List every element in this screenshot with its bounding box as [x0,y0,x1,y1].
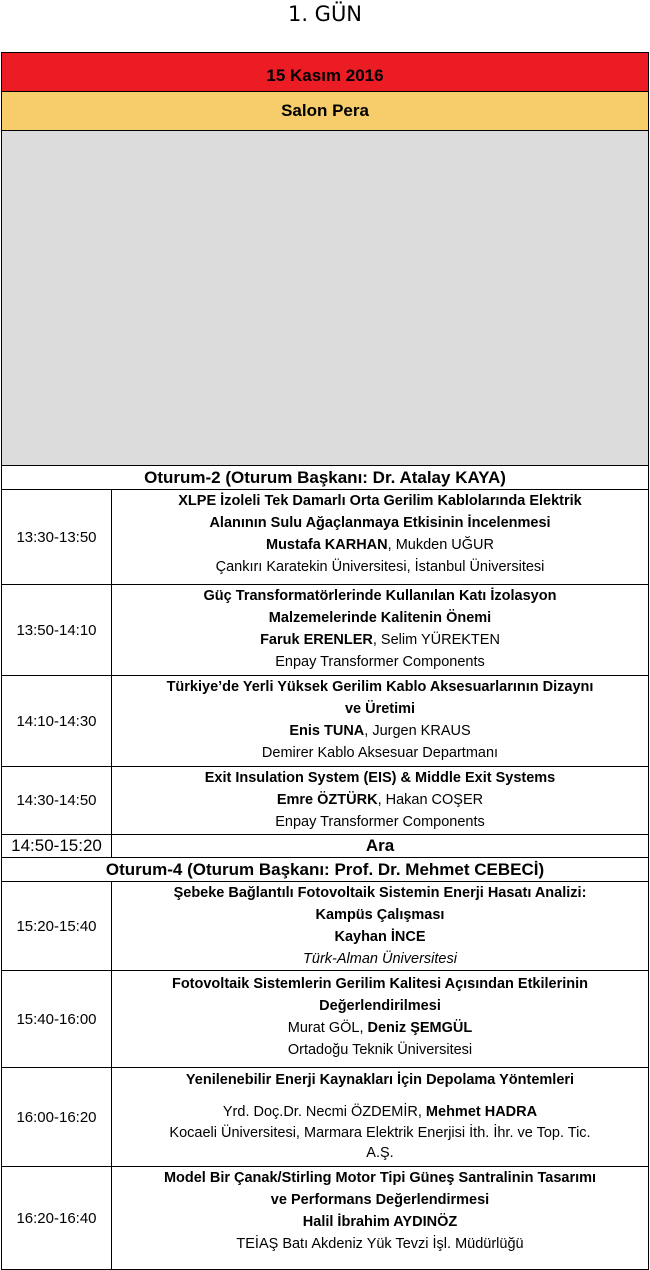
talk-title: Değerlendirilmesi [319,998,441,1014]
talk-authors: Yrd. Doç.Dr. Necmi ÖZDEMİR, Mehmet HADRA [222,1104,538,1120]
talk-authors: Enis TUNA, Jurgen KRAUS [289,723,471,739]
talk-authors: Emre ÖZTÜRK, Hakan COŞER [276,792,484,808]
talk-row [2,971,648,1068]
talk-row [2,882,648,971]
talk-affiliation: Enpay Transformer Components [275,654,485,670]
talk-affiliation: Ortadoğu Teknik Üniversitesi [287,1042,473,1058]
talk-affiliation: TEİAŞ Batı Akdeniz Yük Tevzi İşl. Müdürlüğü [236,1236,524,1252]
talk-authors: Halil İbrahim AYDINÖZ [302,1214,458,1230]
talk-title: Kampüs Çalışması [315,907,445,923]
talk-title: Alanının Sulu Ağaçlanmaya Etkisinin İncelenmesi [209,515,551,531]
talk-title: ve Üretimi [344,701,416,717]
date-header: 15 Kasım 2016 [2,53,648,91]
session-title: Oturum-2 (Oturum Başkanı: Dr. Atalay KAYA) [144,468,506,487]
talk-content [112,971,648,1067]
talk-row [2,767,648,835]
talk-content [112,767,648,834]
talk-title: Fotovoltaik Sistemlerin Gerilim Kalitesi Açısından Etkilerinin [171,976,589,992]
blank-area [2,131,648,465]
talk-content [112,490,648,584]
talk-affiliation: A.Ş. [366,1145,394,1161]
talk-row [2,676,648,767]
talk-content [112,585,648,675]
break-time: 14:50-15:20 [2,835,112,857]
talk-affiliation: Kocaeli Üniversitesi, Marmara Elektrik Enerjisi İth. İhr. ve Top. Tic. [169,1125,591,1141]
schedule-table [1,52,649,1270]
talk-title: Şebeke Bağlantılı Fotovoltaik Sistemin Enerji Hasatı Analizi: [173,885,587,901]
break-row [2,835,648,858]
talk-affiliation: Türk-Alman Üniversitesi [303,951,457,967]
talk-title: Model Bir Çanak/Stirling Motor Tipi Güneş Santralinin Tasarımı [163,1170,597,1186]
session-title: Oturum-4 (Oturum Başkanı: Prof. Dr. Mehmet CEBECİ) [105,860,545,879]
talk-title: Güç Transformatörlerinde Kullanılan Katı İzolasyon [203,588,557,604]
talk-title: Türkiye’de Yerli Yüksek Gerilim Kablo Aksesuarlarının Dizaynı [166,679,594,695]
talk-content [112,1068,648,1166]
talk-content [112,676,648,766]
talk-time: 15:40-16:00 [2,971,112,1067]
talk-time: 13:30-13:50 [2,490,112,584]
talk-time: 14:30-14:50 [2,767,112,834]
talk-title: Malzemelerinde Kalitenin Önemi [268,610,492,626]
talk-authors: Murat GÖL, Deniz ŞEMGÜL [287,1020,473,1036]
talk-title: Yenilenebilir Enerji Kaynakları İçin Depolama Yöntemleri [185,1072,575,1088]
talk-title: XLPE İzoleli Tek Damarlı Orta Gerilim Kablolarında Elektrik [178,493,582,509]
talk-time: 15:20-15:40 [2,882,112,970]
talk-authors: Kayhan İNCE [334,929,426,945]
talk-row [2,1167,648,1269]
talk-time: 13:50-14:10 [2,585,112,675]
talk-time: 14:10-14:30 [2,676,112,766]
break-label: Ara [365,836,395,855]
talk-row [2,1068,648,1167]
salon-header: Salon Pera [2,92,648,130]
talk-affiliation: Demirer Kablo Aksesuar Departmanı [261,745,499,761]
talk-authors: Mustafa KARHAN, Mukden UĞUR [265,537,495,553]
talk-affiliation: Enpay Transformer Components [275,814,485,830]
talk-content [112,1167,648,1269]
talk-content [112,882,648,970]
talk-authors: Faruk ERENLER, Selim YÜREKTEN [260,632,500,648]
talk-title: Exit Insulation System (EIS) & Middle Exit Systems [204,770,556,786]
talk-title: ve Performans Değerlendirmesi [270,1192,490,1208]
talk-affiliation: Çankırı Karatekin Üniversitesi, İstanbul Üniversitesi [215,559,545,575]
talk-row [2,585,648,676]
talk-time: 16:20-16:40 [2,1167,112,1269]
day-title: 1. GÜN [287,2,363,26]
talk-time: 16:00-16:20 [2,1068,112,1166]
talk-row [2,490,648,585]
